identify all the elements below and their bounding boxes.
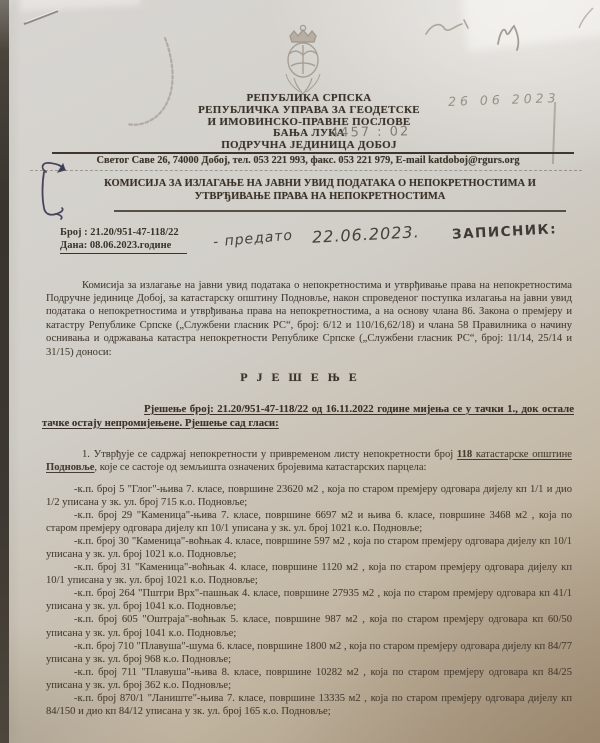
commission-line-2: УТВРЂИВАЊЕ ПРАВА НА НЕПОКРЕТНОСТИМА xyxy=(194,190,446,202)
parcel-item: -к.п. број 30 "Каменица"-воћњак 4. класе, површине 597 м2 , која по старом премјеру одговара дијелу кп 10/1 уписана у зк. ул. број 1021 к.о. Подновље; xyxy=(46,536,572,561)
contact-line: Светог Саве 26, 74000 Добој, тел. 053 221 993, факс. 053 221 979, E-mail katdoboj@rgurs.org xyxy=(96,155,520,166)
org-line-unit: ПОДРУЧНА ЈЕДИНИЦА ДОБОЈ xyxy=(221,139,397,152)
intro-paragraph: Комисија за излагање на јавни увид података о непокретностима и утврђивање права на непокретностима Подручне јединице Добој, за катастарску општину Подновље, након спроведеног поступка излагања на јавни увид података о непокретностима и утврђивања права на непокретностима, а на основу члана 86. Закона о премјеру и катастру Републике Српске („Службени гласник РС“, број: 6/12 и 110/16,62/18) и члана 58 Правилника о начину оснивања и одржавања катастра непокретности Републике Српске („Службени гласник РС“, број: 11/14, 25/14 и 31/15) доноси: xyxy=(46,279,572,358)
letterhead-rule xyxy=(52,152,574,155)
commission-line-1: КОМИСИЈА ЗА ИЗЛАГАЊЕ НА ЈАВНИ УВИД ПОДАТАКА О НЕПОКРЕТНОСТИМА И xyxy=(104,178,536,189)
parcel-item: -к.п. број 711 "Плавуша"-њива 8. класе, површине 10282 м2 , која по старом премјеру одговара кп 84/25 уписана у зк. ул. број 362 к.о. Подновље; xyxy=(46,666,572,691)
coat-of-arms-icon xyxy=(272,22,334,98)
handwritten-note: - предато xyxy=(212,227,294,251)
parcel-item: -к.п. број 29 "Каменица"-њива 7. класе, површине 6697 м2 и њива 6. класе, површине 3468 м2 , која по старом премјеру одговара дијелу кп 10/1 уписана у зк. ул. број 1021 к.о. Подновље; xyxy=(46,510,572,535)
parcel-item: -к.п. број 264 "Пштри Врх"-пашњак 4. класе, површине 27935 м2 , која по старом премјеру одговара кп 41/1 уписана у зк. ул. број 1041 к.о. Подновље; xyxy=(46,588,572,613)
parcel-list xyxy=(46,483,572,718)
parcel-item: -к.п. број 31 "Каменица"-воћњак 4. класе, површине 1120 м2 , која по старом премјеру одговара дијелу кп 10/1 уписана у зк. ул. број 1021 к.о. Подновље; xyxy=(46,562,572,587)
point1-pre: 1. Утврђује се садржај непокретности у привременом листу непокретности број xyxy=(82,448,457,460)
contact-rule xyxy=(30,170,582,171)
handwritten-zapisnik: ЗАПИСНИК: xyxy=(451,221,558,243)
pencil-corner-mark-icon xyxy=(575,4,597,34)
point1-settlement: Подновље xyxy=(46,462,95,473)
point1-post: , које се састоје од земљишта означених бројевима катастарских парцела: xyxy=(94,462,427,473)
decision-title: Р Ј Е Ш Е Њ Е xyxy=(240,370,360,384)
parcel-item: -к.п. број 5 "Глог"-њива 7. класе, површине 23620 м2 , која по старом премјеру одговара дијелу кп 1/1 и дио 1/2 уписана у зк. ул. број 715 к.о. Подновље; xyxy=(46,484,572,509)
point1-cadastral: катастарске општине xyxy=(472,448,572,460)
reference-number: Број : 21.20/951-47-118/22 xyxy=(60,227,179,238)
org-line-republic: РЕПУБЛИКА СРПСКА xyxy=(246,92,372,104)
pencil-date-note: 26 06 2023 xyxy=(447,90,560,109)
reference-block xyxy=(60,227,187,254)
point1-list-number: 118 xyxy=(456,448,473,460)
date-label: Дана: xyxy=(60,239,88,251)
point-1-paragraph xyxy=(46,448,572,475)
decision-paragraph: Рјешење број: 21.20/951-47-118/22 од 16.11.2022 године мијења се у тачки 1., док остале тачке остају непромијењене. Рјешење сад гласи: xyxy=(42,402,574,429)
staple-mark-icon xyxy=(18,4,68,32)
reference-date xyxy=(60,240,187,255)
letterhead xyxy=(46,93,572,152)
parcel-item: -к.п. број 605 "Оштраја"-воћњак 5. класе, површине 987 м2 , која по старом премјеру одговара кп 60/50 уписана у зк. ул. број 1041 к.о. Подновље; xyxy=(46,614,572,639)
commission-rule xyxy=(114,210,566,212)
parcel-item: -к.п. број 710 "Плавуша"-шума 6. класе, површине 1800 м2 , која по старом премјеру одговара дијелу кп 84/77 уписана у зк. ул. број 968 к.о. Подновље; xyxy=(46,640,572,665)
org-line-administration: РЕПУБЛИЧКА УПРАВА ЗА ГЕОДЕТСКЕ xyxy=(198,103,420,116)
org-line-city: БАЊА ЛУКА xyxy=(273,127,345,140)
parcel-item: -к.п. број 870/1 "Ланиште"-њива 7. класе, површине 13335 м2 , која по старом премјеру одговара дијелу кп 84/150 и дио кп 84/12 уписана у зк. ул. број 165 к.о. Подновље; xyxy=(46,692,572,717)
commission-title xyxy=(78,178,562,204)
org-line-affairs: И ИМОВИНСКО-ПРАВНЕ ПОСЛОВЕ xyxy=(207,115,411,128)
handwritten-file-number: 4457 : 02 xyxy=(329,124,411,141)
date-value: 08.06.2023.године xyxy=(89,239,172,251)
handwritten-note-date: 22.06.2023. xyxy=(311,222,421,247)
pencil-scribble-icon xyxy=(420,12,550,57)
